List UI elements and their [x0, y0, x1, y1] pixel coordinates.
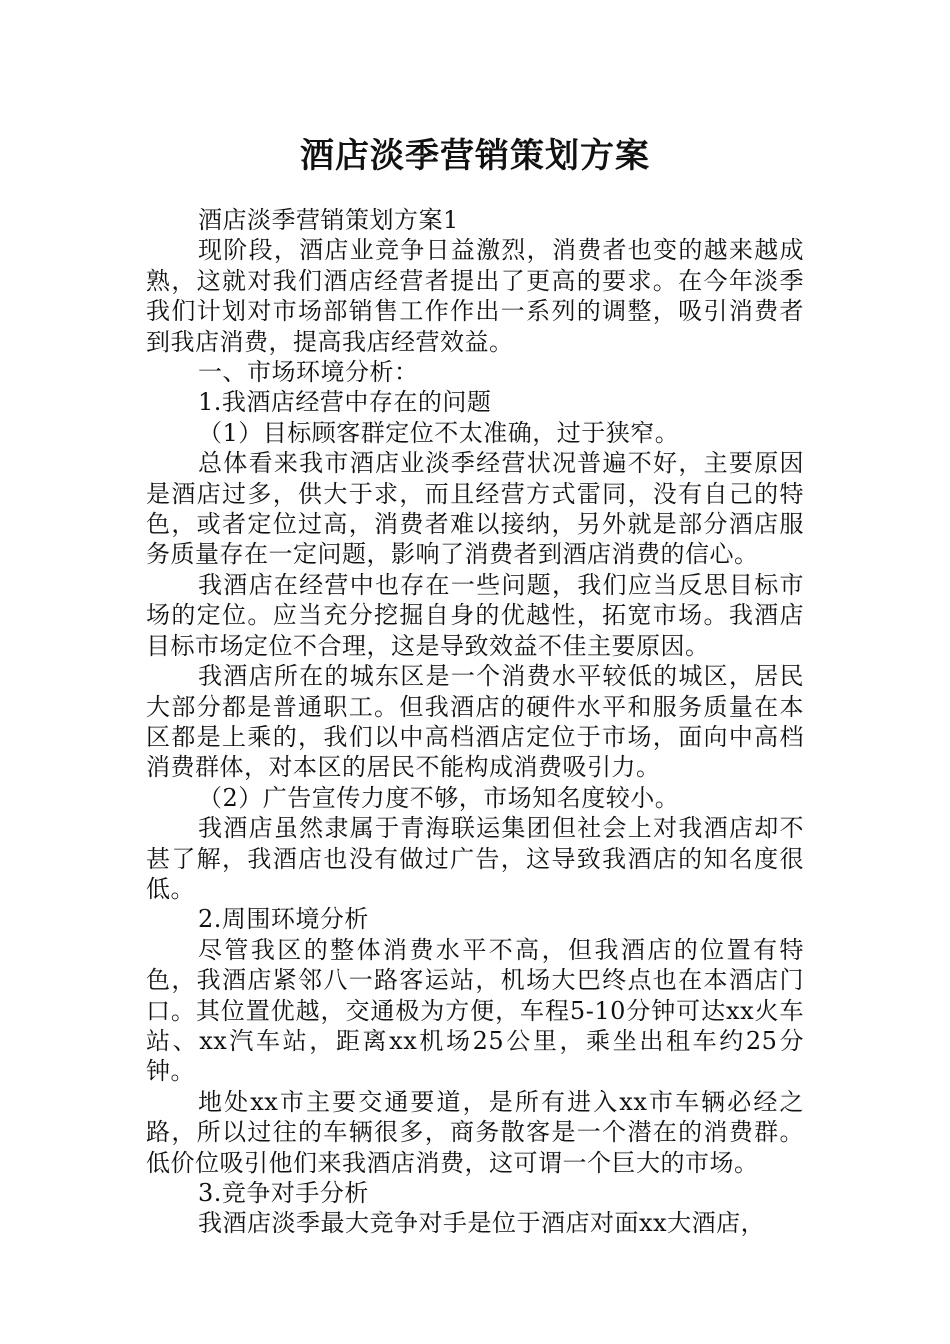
document-body	[146, 205, 804, 1239]
subsection-heading: 1.我酒店经营中存在的问题	[198, 388, 492, 417]
paragraph: 地处xx市主要交通要道，是所有进入xx市车辆必经之路，所以过往的车辆很多，商务散客是一个潜在的消费群。低价位吸引他们来我酒店消费，这可谓一个巨大的市场。	[146, 1087, 804, 1177]
paragraph: 我酒店在经营中也存在一些问题，我们应当反思目标市场的定位。应当充分挖掘自身的优越性，拓宽市场。我酒店目标市场定位不合理，这是导致效益不佳主要原因。	[146, 570, 804, 660]
paragraph: 尽管我区的整体消费水平不高，但我酒店的位置有特色，我酒店紧邻八一路客运站，机场大巴终点也在本酒店门口。其位置优越，交通极为方便，车程5-10分钟可达xx火车站、xx汽车站，距离xx机场25公里，乘坐出租车约25分钟。	[146, 935, 804, 1086]
paragraph: 现阶段，酒店业竞争日益激烈，消费者也变的越来越成熟，这就对我们酒店经营者提出了更高的要求。在今年淡季我们计划对市场部销售工作作出一系列的调整，吸引消费者到我店消费，提高我店经营效益。	[146, 236, 804, 356]
paragraph: 我酒店虽然隶属于青海联运集团但社会上对我酒店却不甚了解，我酒店也没有做过广告，这导致我酒店的知名度很低。	[146, 814, 804, 903]
subsection-heading: 2.周围环境分析	[198, 905, 369, 934]
point-heading: （2）广告宣传力度不够，市场知名度较小。	[198, 783, 680, 812]
paragraph: 总体看来我市酒店业淡季经营状况普遍不好，主要原因是酒店过多，供大于求，而且经营方式雷同，没有自己的特色，或者定位过高，消费者难以接纳，另外就是部分酒店服务质量存在一定问题，影响了消费者到酒店消费的信心。	[146, 449, 804, 569]
paragraph: 我酒店淡季最大竞争对手是位于酒店对面xx大酒店，	[198, 1209, 766, 1238]
point-heading: （1）目标顾客群定位不太准确，过于狭窄。	[198, 418, 680, 447]
paragraph: 我酒店所在的城东区是一个消费水平较低的城区，居民大部分都是普通职工。但我酒店的硬件水平和服务质量在本区都是上乘的，我们以中高档酒店定位于市场，面向中高档消费群体，对本区的居民不能构成消费吸引力。	[146, 662, 804, 782]
paragraph-subtitle: 酒店淡季营销策划方案1	[198, 206, 459, 234]
document-title: 酒店淡季营销策划方案	[300, 136, 650, 176]
subsection-heading: 3.竞争对手分析	[198, 1179, 369, 1207]
section-heading: 一、市场环境分析：	[198, 358, 419, 387]
